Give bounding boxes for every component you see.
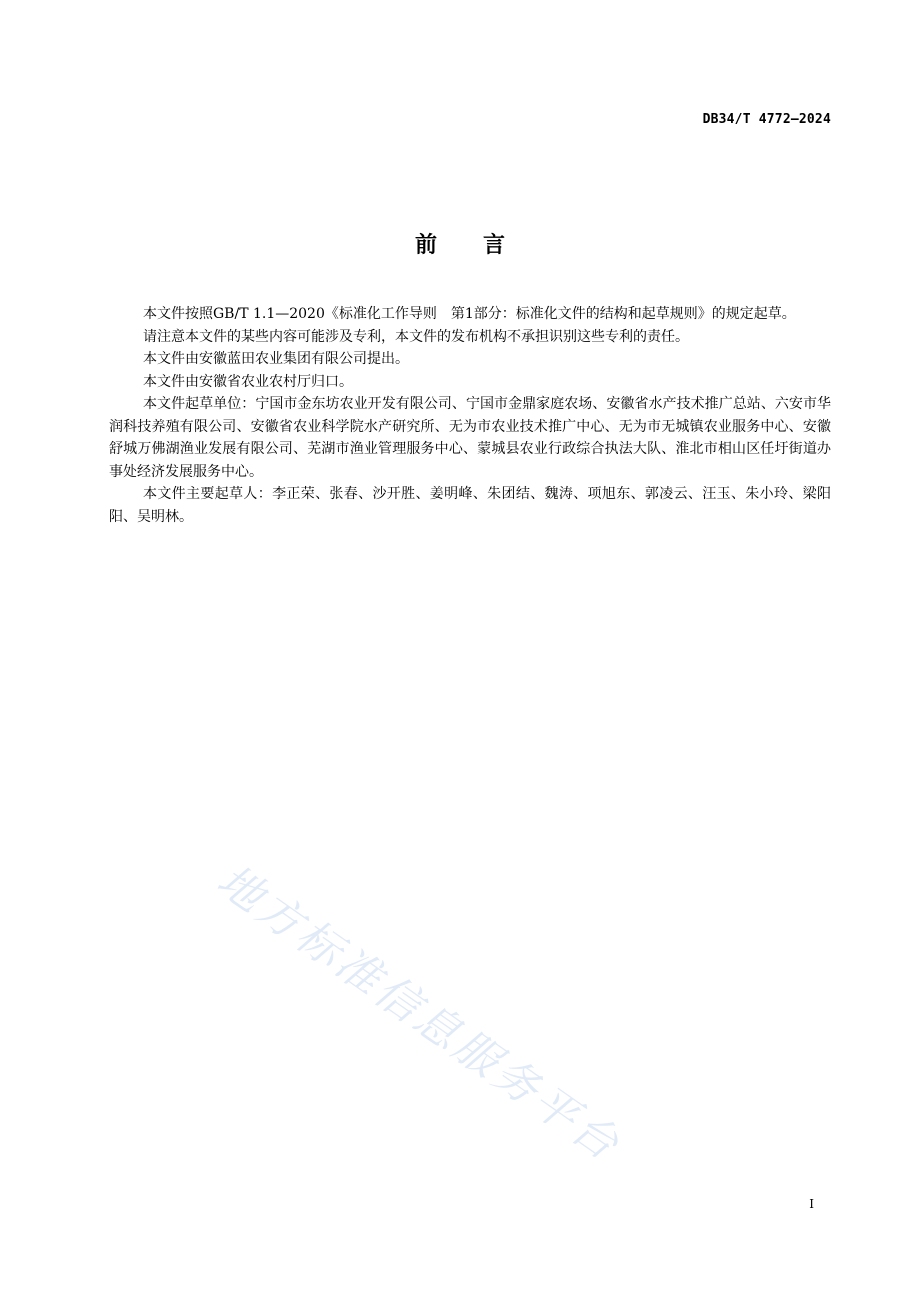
paragraph-drafters: 本文件主要起草人：李正荣、张春、沙开胜、姜明峰、朱团结、魏涛、项旭东、郭凌云、汪玉、朱小玲、梁阳阳、吴明林。 [109, 486, 831, 525]
paragraph-drafting-units: 本文件起草单位：宁国市金东坊农业开发有限公司、宁国市金鼎家庭农场、安徽省水产技术推广总站、六安市华润科技养殖有限公司、安徽省农业科学院水产研究所、无为市农业技术推广中心、无为市无城镇农业服务中心、安徽舒城万佛湖渔业发展有限公司、芜湖市渔业管理服务中心、蒙城县农业行政综合执法大队、淮北市相山区任圩街道办事处经济发展服务中心。 [109, 396, 831, 480]
page-number: I [809, 1197, 814, 1211]
paragraph-administrator: 本文件由安徽省农业农村厅归口。 [143, 373, 353, 390]
paragraph-patent-notice: 请注意本文件的某些内容可能涉及专利，本文件的发布机构不承担识别这些专利的责任。 [143, 328, 689, 345]
standard-code: DB34/T 4772—2024 [702, 112, 831, 127]
title-char-1: 前 [414, 233, 437, 258]
page-title [0, 228, 920, 259]
paragraph-proposer: 本文件由安徽蓝田农业集团有限公司提出。 [143, 351, 409, 367]
title-char-2: 言 [483, 233, 506, 258]
paragraph-drafting-rules: 本文件按照GB/T 1.1—2020《标准化工作导则 第1部分：标准化文件的结构和起草规则》的规定起草。 [143, 306, 796, 322]
watermark: 地方标准信息服务平台 [207, 854, 631, 1172]
foreword-body [109, 303, 831, 528]
